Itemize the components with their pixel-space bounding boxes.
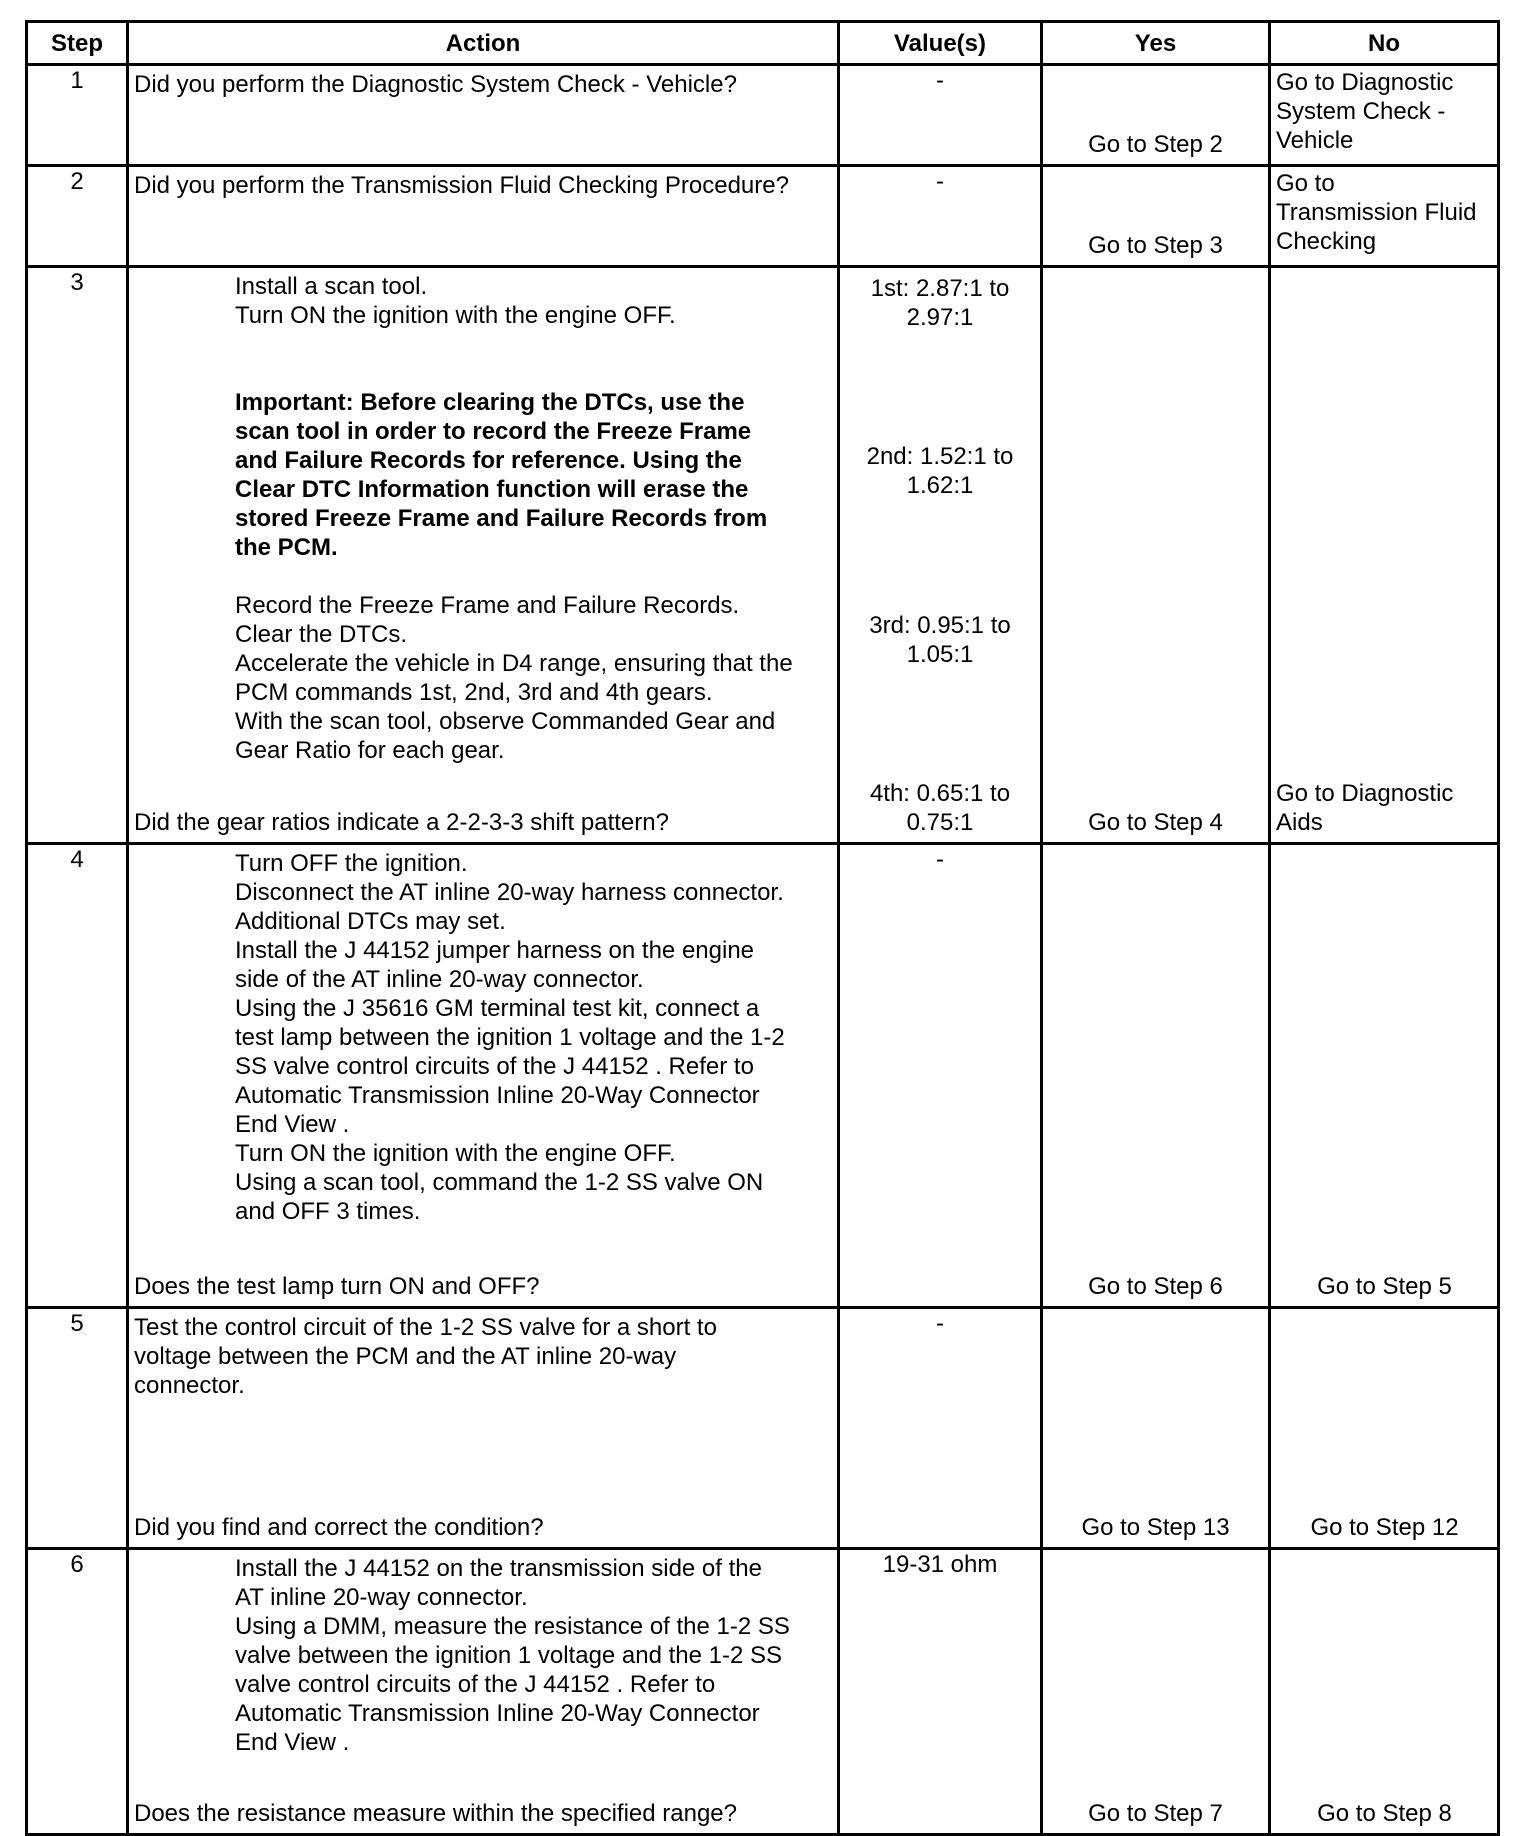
no-cell: [1270, 65, 1499, 166]
yes-link[interactable]: Go to Step 6: [1088, 1273, 1223, 1300]
question-text: Did the gear ratios indicate a 2-2-3-3 shift pattern?: [134, 809, 669, 836]
no-cell: [1270, 166, 1499, 267]
no-text-line: Go to: [1276, 170, 1335, 197]
action-cell: [128, 267, 839, 844]
action-text: Automatic Transmission Inline 20-Way Connector: [235, 1700, 760, 1727]
step-number: 6: [27, 1549, 128, 1835]
no-cell: [1270, 1308, 1499, 1549]
action-text: Using a DMM, measure the resistance of the 1-2 SS: [235, 1613, 790, 1640]
value-line: 3rd: 0.95:1 to: [869, 611, 1011, 639]
no-text-line: Checking: [1276, 228, 1377, 255]
question-text: Does the resistance measure within the specified range?: [134, 1800, 737, 1827]
step-number: 4: [27, 844, 128, 1308]
action-text: Turn OFF the ignition.: [235, 850, 468, 877]
step-number: 3: [27, 267, 128, 844]
yes-link[interactable]: Go to Step 2: [1088, 131, 1223, 158]
action-text: Using a scan tool, command the 1-2 SS valve ON: [235, 1169, 764, 1196]
no-text-line: Go to Diagnostic: [1276, 780, 1454, 807]
no-cell: [1270, 267, 1499, 844]
action-text: Turn ON the ignition with the engine OFF.: [235, 302, 676, 329]
no-text-line: Transmission Fluid: [1276, 199, 1477, 226]
table-row: [27, 844, 1499, 1308]
important-line: the PCM.: [235, 534, 338, 561]
yes-cell: [1042, 844, 1270, 1308]
header-row: [27, 22, 1499, 65]
step-number: 1: [27, 65, 128, 166]
value-line: 4th: 0.65:1 to: [869, 779, 1011, 807]
table-row: [27, 1308, 1499, 1549]
yes-link[interactable]: Go to Step 7: [1088, 1800, 1223, 1827]
gear-ratio-1st: [871, 274, 1010, 332]
action-text: Install the J 44152 jumper harness on the engine: [235, 937, 755, 964]
question-text: Did you find and correct the condition?: [134, 1514, 544, 1541]
value-cell: -: [839, 65, 1042, 166]
value-line: 1.62:1: [906, 472, 974, 500]
no-link[interactable]: Go to Step 5: [1317, 1273, 1452, 1300]
header-no: No: [1270, 22, 1499, 65]
question-text: Does the test lamp turn ON and OFF?: [134, 1273, 540, 1300]
no-text-line: Vehicle: [1276, 127, 1354, 154]
value-cell: -: [839, 1308, 1042, 1549]
important-line: and Failure Records for reference. Using the: [235, 447, 742, 474]
value-cell: -: [839, 166, 1042, 267]
no-link[interactable]: Go to Step 8: [1317, 1800, 1452, 1827]
no-cell: [1270, 844, 1499, 1308]
action-text: test lamp between the ignition 1 voltage and the 1-2: [235, 1024, 785, 1051]
action-cell: [128, 65, 839, 166]
action-cell: [128, 1549, 839, 1835]
action-text: Install a scan tool.: [235, 273, 428, 300]
action-text: Using the J 35616 GM terminal test kit, connect a: [235, 995, 760, 1022]
step-number: 5: [27, 1308, 128, 1549]
action-text: Disconnect the AT inline 20-way harness connector.: [235, 879, 784, 906]
important-line: scan tool in order to record the Freeze Frame: [235, 418, 752, 445]
header-action: Action: [128, 22, 839, 65]
yes-cell: [1042, 1549, 1270, 1835]
yes-cell: [1042, 65, 1270, 166]
action-text: valve control circuits of the J 44152 . Refer to: [235, 1671, 716, 1698]
header-values: Value(s): [839, 22, 1042, 65]
important-line: Important: Before clearing the DTCs, use the: [235, 389, 745, 416]
action-cell: [128, 166, 839, 267]
action-text: SS valve control circuits of the J 44152 . Refer to: [235, 1053, 754, 1080]
no-text-line: Go to Diagnostic: [1276, 69, 1454, 96]
yes-cell: [1042, 267, 1270, 844]
action-text: PCM commands 1st, 2nd, 3rd and 4th gears.: [235, 679, 713, 706]
header-step: Step: [27, 22, 128, 65]
no-link[interactable]: Go to Step 12: [1310, 1514, 1459, 1541]
no-link[interactable]: [1271, 167, 1497, 262]
action-text: side of the AT inline 20-way connector.: [235, 966, 644, 993]
table-row: [27, 1549, 1499, 1835]
action-text: Test the control circuit of the 1-2 SS valve for a short to: [134, 1314, 717, 1341]
action-text: Record the Freeze Frame and Failure Records.: [235, 592, 740, 619]
yes-cell: [1042, 166, 1270, 267]
table-row: [27, 267, 1499, 844]
action-text: Turn ON the ignition with the engine OFF.: [235, 1140, 676, 1167]
action-cell: [128, 1308, 839, 1549]
action-text: Gear Ratio for each gear.: [235, 737, 505, 764]
header-yes: Yes: [1042, 22, 1270, 65]
action-text: Did you perform the Transmission Fluid Checking Procedure?: [134, 172, 789, 199]
action-text: End View .: [235, 1111, 350, 1138]
gear-ratio-3rd: [869, 611, 1010, 669]
gear-ratio-2nd: [867, 442, 1014, 500]
action-text: End View .: [235, 1729, 350, 1756]
table-row: [27, 166, 1499, 267]
action-text: Clear the DTCs.: [235, 621, 408, 648]
value-cell: 19-31 ohm: [839, 1549, 1042, 1835]
no-text-line: System Check -: [1276, 98, 1446, 125]
value-cell: [839, 267, 1042, 844]
no-text-line: Aids: [1276, 809, 1323, 836]
action-text: With the scan tool, observe Commanded Gear and: [235, 708, 776, 735]
action-text: Additional DTCs may set.: [235, 908, 506, 935]
action-text: AT inline 20-way connector.: [235, 1584, 528, 1611]
diagnostic-table: [25, 20, 1500, 1836]
important-line: Clear DTC Information function will erase the: [235, 476, 749, 503]
important-note: [235, 388, 829, 562]
action-text: Install the J 44152 on the transmission side of the: [235, 1555, 762, 1582]
table-row: [27, 65, 1499, 166]
action-text: valve between the ignition 1 voltage and the 1-2 SS: [235, 1642, 783, 1669]
step-number: 2: [27, 166, 128, 267]
action-text: voltage between the PCM and the AT inline 20-way: [134, 1343, 677, 1370]
value-line: 2nd: 1.52:1 to: [866, 443, 1014, 471]
value-line: 1st: 2.87:1 to: [870, 275, 1010, 302]
value-line: 1.05:1: [906, 640, 974, 668]
action-text: Accelerate the vehicle in D4 range, ensuring that the: [235, 650, 793, 677]
no-link[interactable]: [1271, 268, 1497, 839]
action-text: Automatic Transmission Inline 20-Way Connector: [235, 1082, 760, 1109]
action-text: connector.: [134, 1372, 245, 1399]
yes-link[interactable]: Go to Step 3: [1088, 232, 1223, 259]
no-link[interactable]: [1271, 66, 1497, 161]
value-line: 2.97:1: [906, 304, 974, 331]
action-text: Did you perform the Diagnostic System Check - Vehicle?: [134, 71, 737, 98]
no-cell: [1270, 1549, 1499, 1835]
gear-ratio-4th: [870, 779, 1010, 837]
yes-link[interactable]: Go to Step 4: [1088, 809, 1223, 836]
yes-cell: [1042, 1308, 1270, 1549]
value-cell: -: [839, 844, 1042, 1308]
yes-link[interactable]: Go to Step 13: [1081, 1514, 1230, 1541]
action-cell: [128, 844, 839, 1308]
value-line: 0.75:1: [906, 808, 974, 836]
important-line: stored Freeze Frame and Failure Records from: [235, 505, 768, 532]
action-text: and OFF 3 times.: [235, 1198, 421, 1225]
